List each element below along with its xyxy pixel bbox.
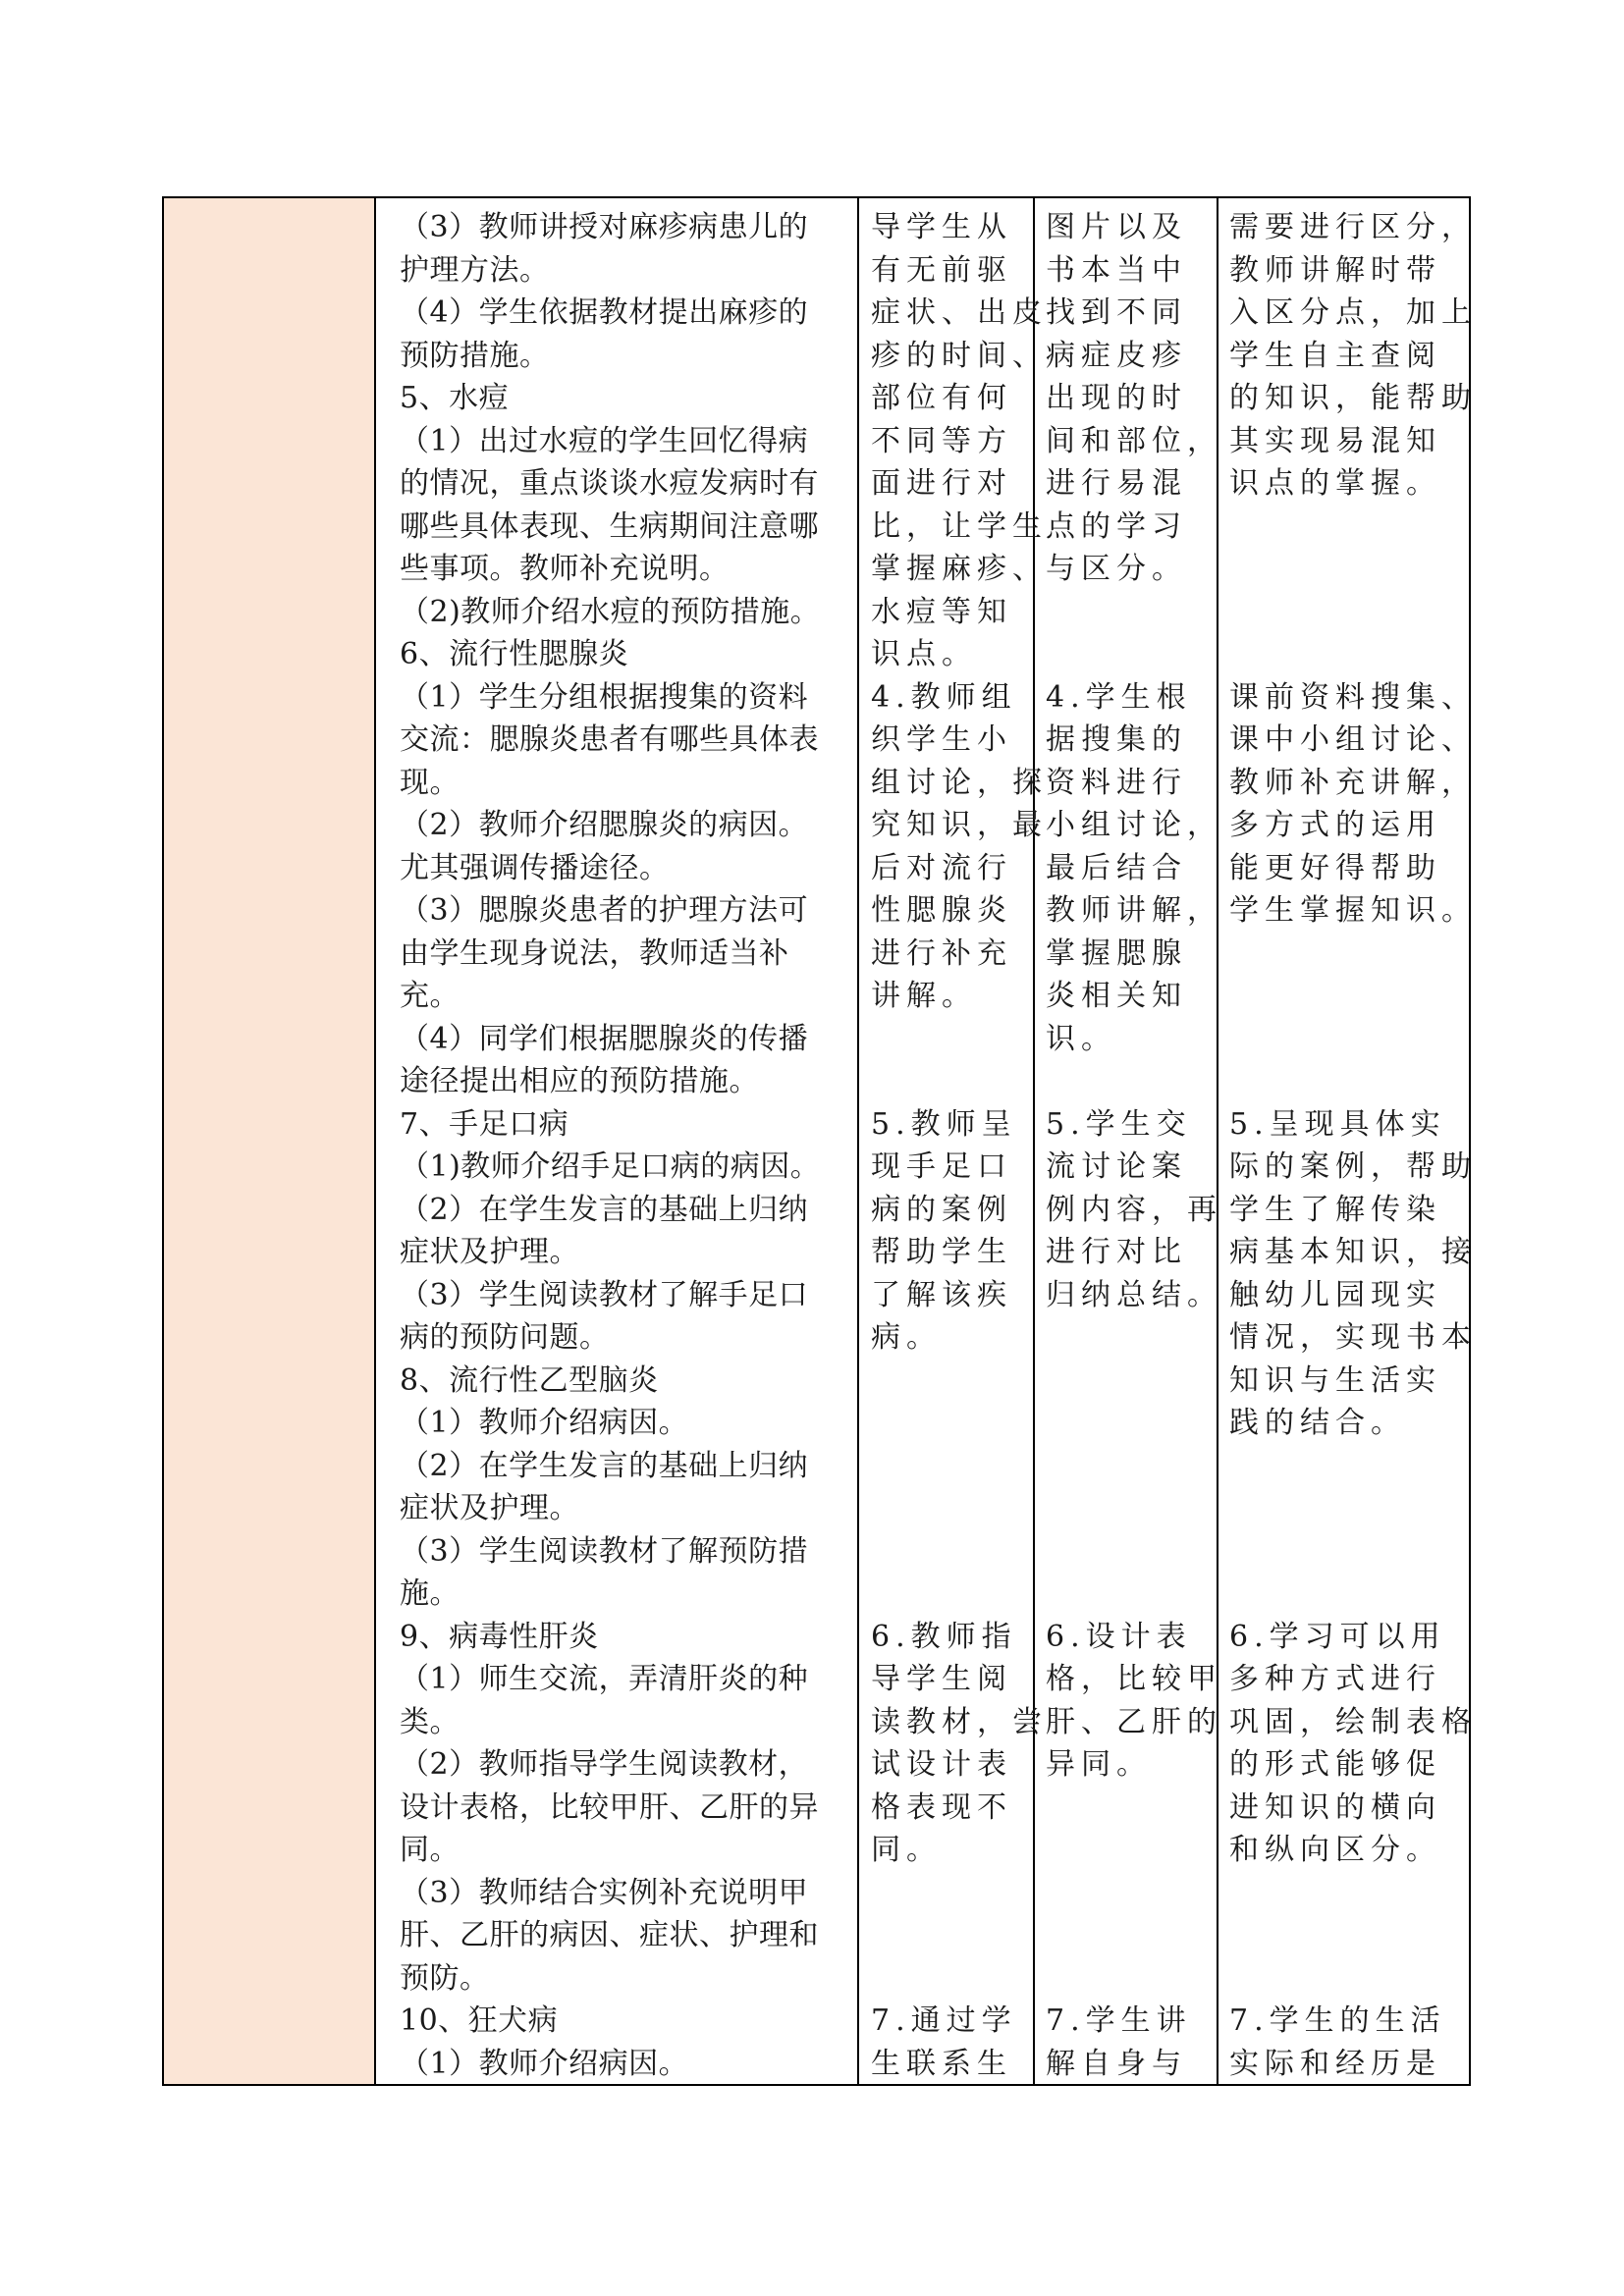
text-line: 异同。 [1046,1747,1152,1782]
text-line: 生联系生 [871,2046,1012,2081]
text-line: 了解该疾 [871,1277,1012,1312]
text-line: 图片以及 [1046,210,1187,244]
text-line: 同。 [871,1833,942,1867]
text-line: 织学生小 [871,722,1012,757]
text-line: 护理方法。 [400,252,550,288]
text-line: 学生自主查阅 [1229,338,1441,373]
text-line: 5.学生交 [1046,1106,1192,1142]
text-line: 触幼儿园现实 [1229,1277,1441,1312]
text-line: 进行补充 [871,935,1012,971]
text-line: 的情况，重点谈谈水痘发病时有 [400,466,819,501]
text-line: 预防。 [400,1960,490,1996]
text-line: 5.教师呈 [871,1106,1017,1142]
text-line: （3）学生阅读教材了解手足口 [400,1277,809,1312]
text-line: 6.教师指 [871,1619,1017,1654]
text-line: 识点。 [871,637,977,671]
text-line: 入区分点，加上 [1229,295,1477,330]
text-line: 现。 [400,765,460,800]
text-line: 病。 [871,1320,942,1355]
text-line: 7、手足口病 [400,1106,569,1142]
text-line: 书本当中 [1046,252,1187,288]
text-line: 由学生现身说法，教师适当补 [400,935,789,971]
text-line: 部位有何 [871,381,1012,415]
text-line: 症状及护理。 [400,1235,579,1269]
text-line: 教师讲解， [1046,893,1222,928]
text-line: 掌握腮腺 [1046,935,1187,971]
text-line: 肝、乙肝的病因、症状、护理和 [400,1918,819,1952]
text-line: 组讨论，探 [871,765,1048,800]
text-line: 病基本知识，接 [1229,1235,1477,1269]
text-line: 多种方式进行 [1229,1662,1441,1696]
text-line: 多方式的运用 [1229,808,1441,842]
text-line: 7.学生讲 [1046,2003,1192,2038]
text-line: 导学生从 [871,210,1012,244]
text-line: 例内容，再 [1046,1192,1222,1227]
text-line: （3）教师结合实例补充说明甲 [400,1875,809,1910]
text-line: 掌握麻疹、 [871,552,1048,586]
text-line: 课中小组讨论、 [1229,722,1477,757]
text-line: 和纵向区分。 [1229,1833,1441,1867]
text-line: 进行易混 [1046,466,1187,501]
text-line: 读教材，尝 [871,1704,1048,1739]
text-line: （1）师生交流，弄清肝炎的种 [400,1662,809,1696]
text-line: 炎相关知 [1046,979,1187,1013]
text-line: 有无前驱 [871,252,1012,288]
text-line: 充。 [400,979,460,1013]
text-line: 出现的时 [1046,381,1187,415]
text-line: 践的结合。 [1229,1406,1406,1440]
text-line: 症状、出皮 [871,295,1048,330]
text-line: 资料进行 [1046,765,1187,800]
text-line: 导学生阅 [871,1662,1012,1696]
text-line: 类。 [400,1704,460,1739]
text-line: 病的预防问题。 [400,1320,610,1355]
text-line: 知识与生活实 [1229,1362,1441,1398]
text-line: 点的学习 [1046,508,1187,544]
text-line: （3）学生阅读教材了解预防措 [400,1533,809,1569]
text-line: 进行对比 [1046,1235,1187,1269]
text-line: 性腮腺炎 [871,893,1012,928]
text-line: 巩固，绘制表格 [1229,1704,1477,1739]
text-line: （1）教师介绍病因。 [400,2046,689,2081]
text-line: 格，比较甲 [1046,1662,1222,1696]
text-line: 解自身与 [1046,2046,1187,2081]
text-line: 设计表格，比较甲肝、乙肝的异 [400,1789,819,1825]
text-line: 症状及护理。 [400,1491,579,1525]
text-line: 找到不同 [1046,295,1187,330]
text-line: 4.学生根 [1046,679,1192,715]
text-line: 比，让学生 [871,508,1048,544]
text-line: 的知识，能帮助 [1229,381,1477,415]
text-line: 7.通过学 [871,2003,1017,2038]
text-line: （3）教师讲授对麻疹病患儿的 [400,210,809,244]
text-line: 学生掌握知识。 [1229,893,1477,928]
text-line: 病的案例 [871,1192,1012,1227]
text-line: 究知识，最 [871,808,1048,842]
text-line: 的形式能够促 [1229,1747,1441,1782]
text-line: （2)教师介绍水痘的预防措施。 [400,594,821,629]
text-line: 与区分。 [1046,552,1187,586]
text-line: （1）教师介绍病因。 [400,1406,689,1440]
text-line: （3）腮腺炎患者的护理方法可 [400,893,809,928]
text-line: 帮助学生 [871,1235,1012,1269]
text-line: （1)教师介绍手足口病的病因。 [400,1149,821,1184]
text-line: （4）学生依据教材提出麻疹的 [400,295,809,330]
text-line: 7.学生的生活 [1229,2003,1446,2038]
text-line: 试设计表 [871,1747,1012,1782]
stage-column [164,198,376,2084]
text-line: （1）出过水痘的学生回忆得病 [400,423,809,458]
text-line: （2）在学生发言的基础上归纳 [400,1448,809,1483]
text-line: 格表现不 [871,1789,1012,1825]
text-line: 些事项。教师补充说明。 [400,552,730,586]
text-line: 9、病毒性肝炎 [400,1619,599,1654]
text-line: 不同等方 [871,423,1012,458]
text-line: 6.学习可以用 [1229,1619,1446,1654]
text-line: 施。 [400,1576,460,1611]
text-line: （4）同学们根据腮腺炎的传播 [400,1021,809,1056]
text-line: 8、流行性乙型脑炎 [400,1362,659,1398]
text-line: 识。 [1046,1021,1116,1056]
text-line: 哪些具体表现、生病期间注意哪 [400,508,819,544]
text-line: 据搜集的 [1046,722,1187,757]
text-line: 面进行对 [871,466,1012,501]
text-line: 需要进行区分， [1229,210,1477,244]
text-line: 讲解。 [871,979,977,1013]
text-line: 疹的时间、 [871,338,1048,373]
text-line: 其实现易混知 [1229,423,1441,458]
text-line: 间和部位， [1046,423,1222,458]
text-line: 6.设计表 [1046,1619,1192,1654]
text-line: 实际和经历是 [1229,2046,1441,2081]
text-line: （1）学生分组根据搜集的资料 [400,679,809,715]
text-line: 途径提出相应的预防措施。 [400,1064,759,1098]
text-line: 课前资料搜集、 [1229,679,1477,715]
text-line: 流讨论案 [1046,1149,1187,1184]
text-line: 情况，实现书本 [1229,1320,1477,1355]
text-line: 小组讨论， [1046,808,1222,842]
column-divider [1217,198,1218,2084]
text-line: 现手足口 [871,1149,1012,1184]
text-line: 后对流行 [871,850,1012,885]
text-line: 尤其强调传播途径。 [400,850,670,885]
text-line: 肝、乙肝的 [1046,1704,1222,1739]
text-line: 际的案例，帮助 [1229,1149,1477,1184]
text-line: （2）教师指导学生阅读教材， [400,1747,809,1782]
text-line: 学生了解传染 [1229,1192,1441,1227]
text-line: 预防措施。 [400,338,550,373]
column-divider [857,198,859,2084]
text-line: 同。 [400,1833,460,1867]
text-line: 识点的掌握。 [1229,466,1441,501]
text-line: 10、狂犬病 [400,2003,559,2038]
text-line: 最后结合 [1046,850,1187,885]
text-line: 病症皮疹 [1046,338,1187,373]
text-line: 5、水痘 [400,381,510,415]
text-line: 教师讲解时带 [1229,252,1441,288]
text-line: 进知识的横向 [1229,1789,1441,1825]
text-line: （2）在学生发言的基础上归纳 [400,1192,809,1227]
column-divider [1033,198,1035,2084]
lesson-plan-table [162,196,1477,2086]
text-line: 能更好得帮助 [1229,850,1441,885]
text-line: 5.呈现具体实 [1229,1106,1446,1142]
text-line: 归纳总结。 [1046,1277,1222,1312]
text-line: 交流：腮腺炎患者有哪些具体表 [400,722,819,757]
text-line: 教师补充讲解， [1229,765,1477,800]
text-line: 4.教师组 [871,679,1017,715]
text-line: 水痘等知 [871,594,1012,629]
text-line: （2）教师介绍腮腺炎的病因。 [400,808,809,842]
text-line: 6、流行性腮腺炎 [400,637,629,671]
